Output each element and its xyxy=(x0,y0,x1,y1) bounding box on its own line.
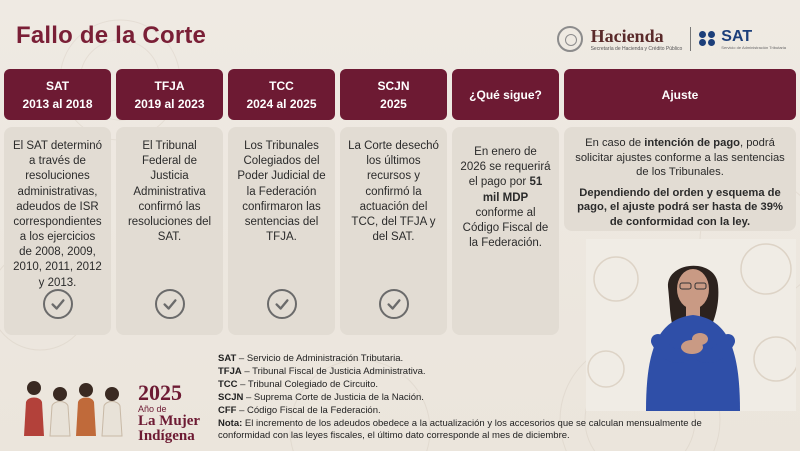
legend-abbr: TCC xyxy=(218,378,238,390)
column-header-title: TFJA xyxy=(154,78,185,93)
logo-line-3: Indígena xyxy=(138,428,195,444)
column-header-years: 2019 al 2023 xyxy=(134,96,205,111)
check-circle-icon xyxy=(155,289,185,319)
interpreter-figure xyxy=(586,239,796,411)
legend-abbr: TFJA xyxy=(218,365,242,377)
check-circle-icon xyxy=(267,289,297,319)
legend-text: – Servicio de Administración Tributaria. xyxy=(236,353,404,364)
ajuste-paragraph-2: Dependiendo del orden y esquema de pago, el ajuste podrá ser hasta de 39% de conformidad con la ley. xyxy=(577,186,783,228)
column-card-text: El SAT determinó a través de resoluciones administrativas, adeudos de ISR correspondientes a los ejercicios de 2008, 2009, 2010, 2011, 2012 y 2013. xyxy=(12,140,103,289)
text-part: En enero de 2026 se requerirá el pago por xyxy=(460,146,551,189)
hacienda-seal-icon xyxy=(557,26,583,52)
legend-text: – Tribunal Fiscal de Justicia Administrativa. xyxy=(241,365,426,377)
hacienda-logo xyxy=(591,27,683,52)
column-card-scjn xyxy=(340,127,447,335)
column-header-title: SCJN xyxy=(377,78,410,93)
legend-abbr: SAT xyxy=(218,353,237,364)
column-card-sat xyxy=(4,127,111,335)
column-header-title: ¿Qué sigue? xyxy=(469,87,542,102)
interpreter-video xyxy=(586,239,796,411)
column-header-scjn xyxy=(340,69,447,120)
column-header-sat xyxy=(4,69,111,120)
legend-text: – Código Fiscal de la Federación. xyxy=(236,404,381,416)
footnote-text: El incremento de los adeudos obedece a la actualización y los accesorios que se calculan mensualmente de conformidad con las leyes fiscales, el último dato corresponde al mes de diciembre. xyxy=(218,418,702,442)
header-logos xyxy=(557,26,786,52)
column-card-text: El Tribunal Federal de Justicia Administrativa confirmó las resoluciones del SAT. xyxy=(127,140,212,244)
legend-abbr: CFF xyxy=(218,404,237,416)
logo-year: 2025 xyxy=(138,380,182,405)
column-header-tfja xyxy=(116,69,223,120)
column-card-text: La Corte desechó los últimos recursos y confirmó la actuación del TCC, del TFJA y del SAT. xyxy=(348,140,439,244)
anio-mujer-indigena-logo xyxy=(138,382,200,444)
column-header-que-sigue xyxy=(452,69,559,120)
text-part: , podrá solicitar ajustes conforme a las sentencias de los Tribunales. xyxy=(575,137,785,179)
text-bold: intención de pago xyxy=(644,137,740,149)
legend-item xyxy=(218,405,426,418)
ajuste-card xyxy=(564,127,796,231)
legend-abbr: SCJN xyxy=(218,391,244,403)
legend-item xyxy=(218,353,426,366)
column-header-years: 2024 al 2025 xyxy=(246,96,317,111)
legend-item xyxy=(218,392,426,405)
logo-line-1: Año de xyxy=(138,404,167,414)
text-part: conforme al Código Fiscal de la Federación. xyxy=(462,206,549,250)
column-header-ajuste xyxy=(564,69,796,120)
hacienda-name: Hacienda xyxy=(590,25,664,46)
column-header-title: Ajuste xyxy=(661,87,699,102)
logo-divider xyxy=(690,27,691,51)
footnote-label: Nota: xyxy=(218,418,243,429)
hacienda-subtitle: Secretaría de Hacienda y Crédito Público xyxy=(590,45,683,52)
abbreviations-legend xyxy=(218,353,426,418)
column-header-tcc xyxy=(228,69,335,120)
page-title: Fallo de la Corte xyxy=(16,22,207,49)
text-part: En caso de xyxy=(585,137,645,149)
sat-mark-icon xyxy=(699,31,717,47)
column-card-tcc xyxy=(228,127,335,335)
footnote xyxy=(218,418,738,443)
column-header-years: 2025 xyxy=(380,96,407,111)
column-header-title: TCC xyxy=(269,78,294,93)
payment-amount: 51 mil MDP xyxy=(482,176,543,204)
logo-line-2: La Mujer xyxy=(138,413,201,429)
sat-name: SAT xyxy=(721,27,753,45)
sat-logo xyxy=(699,29,786,50)
ajuste-paragraph-1 xyxy=(574,136,786,180)
legend-text: – Tribunal Colegiado de Circuito. xyxy=(237,378,378,390)
legend-item xyxy=(218,379,426,392)
column-card-text: Los Tribunales Colegiados del Poder Judicial de la Federación confirmaron las sentencias del TFJA. xyxy=(237,140,326,244)
legend-text: – Suprema Corte de Justicia de la Nación. xyxy=(243,391,424,403)
column-header-years: 2013 al 2018 xyxy=(22,96,93,111)
column-card-text xyxy=(460,145,551,251)
check-circle-icon xyxy=(379,289,409,319)
column-card-que-sigue xyxy=(452,127,559,335)
column-header-title: SAT xyxy=(45,78,70,93)
sat-subtitle: Servicio de Administración Tributaria xyxy=(721,44,786,50)
column-card-tfja xyxy=(116,127,223,335)
check-circle-icon xyxy=(43,289,73,319)
indigenous-women-illustration xyxy=(20,374,132,438)
legend-item xyxy=(218,366,426,379)
